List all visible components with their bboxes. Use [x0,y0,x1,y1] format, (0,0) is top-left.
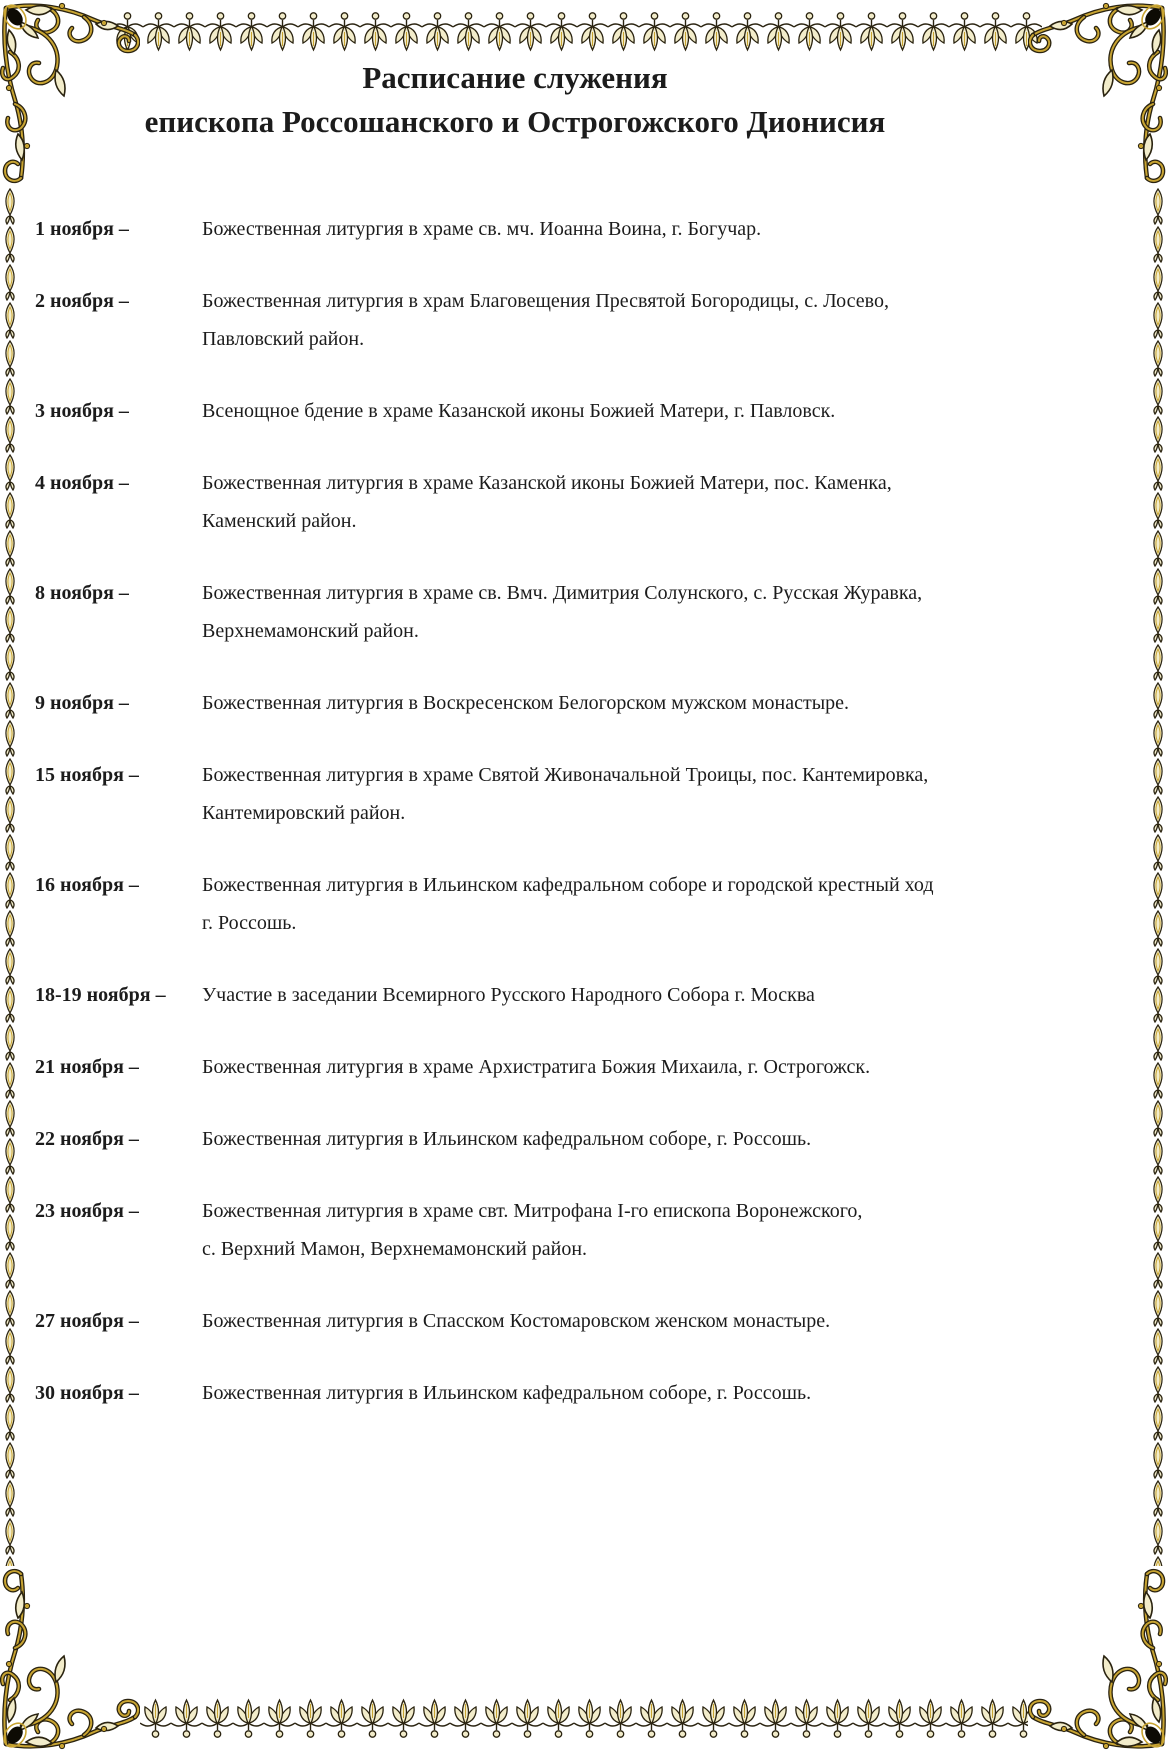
entry-description [202,1374,1120,1412]
corner-flourish-bottom-left-ornament [0,1567,140,1752]
schedule-entry [0,1374,1120,1412]
bead-chain-right-ornament [1149,188,1167,1566]
corner-flourish-top-right-ornament [1028,0,1168,185]
schedule-entry [0,574,1120,650]
entry-line: Божественная литургия в Ильинском кафедральном соборе, г. Россошь. [202,1382,812,1404]
entry-line: Верхнемамонский район. [202,620,419,642]
entry-date: 4 ноября – [35,472,129,494]
entry-date: 23 ноября – [35,1200,139,1222]
entry-line: Божественная литургия в Спасском Костомаровском женском монастыре. [202,1310,831,1332]
entry-description [202,756,1120,832]
schedule-entry [0,976,1120,1014]
entry-date: 1 ноября – [35,218,129,240]
schedule-entry [0,1192,1120,1268]
entry-description [202,976,1120,1014]
entry-line: Божественная литургия в храме св. Вмч. Димитрия Солунского, с. Русская Журавка, [202,582,923,604]
entry-line: Божественная литургия в Ильинском кафедральном соборе и городской крестный ход [202,874,934,896]
entry-line: г. Россошь. [202,912,297,934]
fleur-band-top-ornament [112,10,1042,52]
schedule-entry [0,210,1120,248]
entry-date: 15 ноября – [35,764,139,786]
entry-description [202,1192,1120,1268]
schedule-entry [0,756,1120,832]
entry-line: Божественная литургия в храм Благовещения Пресвятой Богородицы, с. Лосево, [202,290,889,312]
entry-description [202,684,1120,722]
entry-line: Божественная литургия в Воскресенском Белогорском мужском монастыре. [202,692,850,714]
fleur-band-bottom-ornament [140,1698,1028,1740]
entry-line: Божественная литургия в Ильинском кафедральном соборе, г. Россошь. [202,1128,812,1150]
entry-line: Участие в заседании Всемирного Русского Народного Собора г. Москва [202,984,815,1006]
entry-date: 22 ноября – [35,1128,139,1150]
entry-description [202,1302,1120,1340]
entry-date: 9 ноября – [35,692,129,714]
schedule-list [0,210,1120,1446]
entry-line: Кантемировский район. [202,802,406,824]
corner-flourish-bottom-right-ornament [1028,1567,1168,1752]
entry-description [202,574,1120,650]
entry-date: 30 ноября – [35,1382,139,1404]
entry-line: с. Верхний Мамон, Верхнемамонский район. [202,1238,588,1260]
entry-line: Божественная литургия в храме свт. Митрофана I-го епископа Воронежского, [202,1200,863,1222]
entry-description [202,282,1120,358]
schedule-entry [0,684,1120,722]
title-line-2: епископа Россошанского и Острогожского Дионисия [144,104,886,139]
schedule-entry [0,866,1120,942]
title-line-1: Расписание служения [362,60,668,95]
entry-date: 16 ноября – [35,874,139,896]
entry-description [202,464,1120,540]
entry-description [202,1048,1120,1086]
entry-line: Каменский район. [202,510,357,532]
entry-description [202,866,1120,942]
entry-description [202,1120,1120,1158]
entry-date: 2 ноября – [35,290,129,312]
entry-description [202,392,1120,430]
schedule-entry [0,1048,1120,1086]
entry-date: 8 ноября – [35,582,129,604]
schedule-entry [0,464,1120,540]
entry-line: Божественная литургия в храме Архистратига Божия Михаила, г. Острогожск. [202,1056,871,1078]
entry-date: 27 ноября – [35,1310,139,1332]
entry-description [202,210,1120,248]
entry-date: 21 ноября – [35,1056,139,1078]
schedule-entry [0,392,1120,430]
entry-line: Божественная литургия в храме Святой Живоначальной Троицы, пос. Кантемировка, [202,764,929,786]
schedule-entry [0,282,1120,358]
entry-line: Всенощное бдение в храме Казанской иконы Божией Матери, г. Павловск. [202,400,836,422]
entry-line: Павловский район. [202,328,365,350]
entry-date: 3 ноября – [35,400,129,422]
schedule-entry [0,1120,1120,1158]
entry-line: Божественная литургия в храме Казанской иконы Божией Матери, пос. Каменка, [202,472,892,494]
page-title [0,56,1030,144]
entry-date: 18-19 ноября – [35,984,166,1006]
schedule-entry [0,1302,1120,1340]
entry-line: Божественная литургия в храме св. мч. Иоанна Воина, г. Богучар. [202,218,762,240]
